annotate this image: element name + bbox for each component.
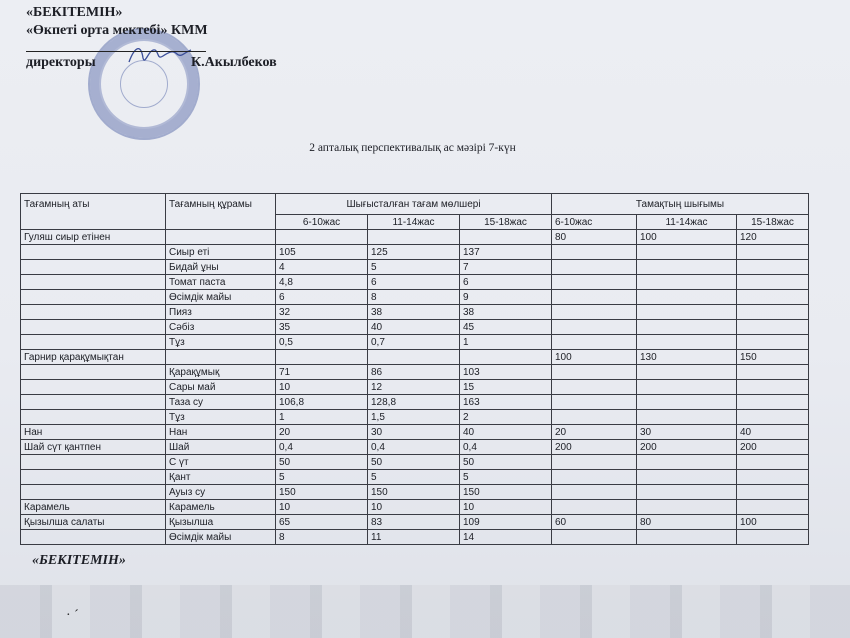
yield-value bbox=[637, 500, 737, 515]
document-title bbox=[0, 142, 850, 154]
yield-value bbox=[637, 365, 737, 380]
dish-name: Қызылша салаты bbox=[21, 515, 166, 530]
yield-value bbox=[637, 455, 737, 470]
grams-value: 83 bbox=[368, 515, 460, 530]
yield-value bbox=[637, 485, 737, 500]
header-age: 11-14жас bbox=[637, 215, 737, 230]
ingredient-name: Нан bbox=[166, 425, 276, 440]
yield-value: 30 bbox=[637, 425, 737, 440]
header-composition: Тағамның құрамы bbox=[166, 194, 276, 230]
dish-name bbox=[21, 530, 166, 545]
grams-value bbox=[368, 230, 460, 245]
grams-value: 4 bbox=[276, 260, 368, 275]
grams-value: 65 bbox=[276, 515, 368, 530]
yield-value bbox=[737, 320, 809, 335]
table-row bbox=[21, 335, 809, 350]
table-row bbox=[21, 350, 809, 365]
grams-value: 8 bbox=[368, 290, 460, 305]
grams-value: 8 bbox=[276, 530, 368, 545]
dish-name bbox=[21, 275, 166, 290]
yield-value: 150 bbox=[737, 350, 809, 365]
yield-value: 130 bbox=[637, 350, 737, 365]
grams-value: 14 bbox=[460, 530, 552, 545]
table-row bbox=[21, 515, 809, 530]
yield-value bbox=[637, 275, 737, 290]
ingredient-name: Сары май bbox=[166, 380, 276, 395]
yield-value bbox=[637, 260, 737, 275]
yield-value bbox=[552, 530, 637, 545]
grams-value bbox=[460, 230, 552, 245]
header-yield-group: Тамақтың шығымы bbox=[552, 194, 809, 215]
yield-value bbox=[552, 245, 637, 260]
grams-value: 6 bbox=[460, 275, 552, 290]
yield-value: 200 bbox=[737, 440, 809, 455]
table-row bbox=[21, 260, 809, 275]
footer-approval-title: «БЕКІТЕМІН» bbox=[32, 553, 126, 568]
dish-name: Гуляш сиыр етінен bbox=[21, 230, 166, 245]
yield-value bbox=[737, 530, 809, 545]
ingredient-name: Сиыр еті bbox=[166, 245, 276, 260]
approval-block bbox=[26, 4, 277, 72]
grams-value: 9 bbox=[460, 290, 552, 305]
grams-value: 128,8 bbox=[368, 395, 460, 410]
yield-value bbox=[637, 290, 737, 305]
ingredient-name: Қызылша bbox=[166, 515, 276, 530]
grams-value: 45 bbox=[460, 320, 552, 335]
yield-value bbox=[552, 485, 637, 500]
grams-value: 1 bbox=[460, 335, 552, 350]
pen-marks: · ˊ bbox=[66, 608, 79, 623]
grams-value: 30 bbox=[368, 425, 460, 440]
yield-value bbox=[552, 365, 637, 380]
ingredient-name: Қант bbox=[166, 470, 276, 485]
ingredient-name: Томат паста bbox=[166, 275, 276, 290]
yield-value bbox=[552, 395, 637, 410]
dish-name bbox=[21, 455, 166, 470]
yield-value bbox=[737, 245, 809, 260]
yield-value bbox=[737, 365, 809, 380]
yield-value bbox=[552, 275, 637, 290]
dish-name: Нан bbox=[21, 425, 166, 440]
grams-value: 5 bbox=[460, 470, 552, 485]
table-row bbox=[21, 425, 809, 440]
yield-value bbox=[737, 500, 809, 515]
grams-value: 20 bbox=[276, 425, 368, 440]
grams-value: 50 bbox=[460, 455, 552, 470]
ingredient-name: С үт bbox=[166, 455, 276, 470]
header-dish: Тағамның аты bbox=[21, 194, 166, 230]
grams-value: 1 bbox=[276, 410, 368, 425]
table-row bbox=[21, 305, 809, 320]
director-label: директоры bbox=[26, 55, 96, 70]
grams-value: 5 bbox=[368, 260, 460, 275]
grams-value: 125 bbox=[368, 245, 460, 260]
dish-name: Шай сүт қантпен bbox=[21, 440, 166, 455]
dish-name bbox=[21, 470, 166, 485]
grams-value: 15 bbox=[460, 380, 552, 395]
menu-title: 2 апталық перспективалық ас мәзірі 7-күн bbox=[309, 142, 516, 154]
grams-value: 103 bbox=[460, 365, 552, 380]
yield-value bbox=[637, 335, 737, 350]
yield-value bbox=[737, 335, 809, 350]
grams-value: 105 bbox=[276, 245, 368, 260]
yield-value: 80 bbox=[637, 515, 737, 530]
yield-value bbox=[737, 380, 809, 395]
dish-name bbox=[21, 335, 166, 350]
yield-value bbox=[552, 305, 637, 320]
yield-value bbox=[552, 410, 637, 425]
table-row bbox=[21, 380, 809, 395]
yield-value bbox=[552, 320, 637, 335]
ingredient-name: Таза су bbox=[166, 395, 276, 410]
dish-name bbox=[21, 290, 166, 305]
dish-name bbox=[21, 245, 166, 260]
grams-value: 7 bbox=[460, 260, 552, 275]
yield-value bbox=[737, 455, 809, 470]
ingredient-name: Тұз bbox=[166, 335, 276, 350]
grams-value: 150 bbox=[368, 485, 460, 500]
table-row bbox=[21, 365, 809, 380]
dish-name: Карамель bbox=[21, 500, 166, 515]
ingredient-name: Тұз bbox=[166, 410, 276, 425]
yield-value bbox=[552, 455, 637, 470]
yield-value bbox=[737, 275, 809, 290]
grams-value: 109 bbox=[460, 515, 552, 530]
ingredient-name bbox=[166, 350, 276, 365]
yield-value bbox=[552, 380, 637, 395]
dish-name bbox=[21, 395, 166, 410]
grams-value: 0,4 bbox=[276, 440, 368, 455]
header-age: 15-18жас bbox=[460, 215, 552, 230]
dish-name bbox=[21, 260, 166, 275]
approval-title: «БЕКІТЕМІН» bbox=[26, 5, 123, 20]
yield-value bbox=[637, 320, 737, 335]
header-age: 6-10жас bbox=[276, 215, 368, 230]
table-row bbox=[21, 530, 809, 545]
grams-value: 50 bbox=[276, 455, 368, 470]
yield-value bbox=[737, 395, 809, 410]
grams-value bbox=[460, 350, 552, 365]
menu-table bbox=[20, 193, 809, 545]
dish-name bbox=[21, 380, 166, 395]
ingredient-name: Бидай ұны bbox=[166, 260, 276, 275]
dish-name bbox=[21, 410, 166, 425]
grams-value: 12 bbox=[368, 380, 460, 395]
yield-value bbox=[637, 245, 737, 260]
grams-value: 10 bbox=[276, 380, 368, 395]
grams-value: 50 bbox=[368, 455, 460, 470]
ingredient-name: Өсімдік майы bbox=[166, 530, 276, 545]
grams-value: 38 bbox=[368, 305, 460, 320]
ingredient-name bbox=[166, 230, 276, 245]
header-age: 11-14жас bbox=[368, 215, 460, 230]
grams-value: 2 bbox=[460, 410, 552, 425]
grams-value: 40 bbox=[368, 320, 460, 335]
grams-value: 35 bbox=[276, 320, 368, 335]
director-name: К.Акылбеков bbox=[191, 55, 277, 70]
grams-value: 106,8 bbox=[276, 395, 368, 410]
ingredient-name: Карамель bbox=[166, 500, 276, 515]
table-row bbox=[21, 470, 809, 485]
yield-value: 100 bbox=[737, 515, 809, 530]
grams-value: 137 bbox=[460, 245, 552, 260]
ingredient-name: Пияз bbox=[166, 305, 276, 320]
yield-value: 80 bbox=[552, 230, 637, 245]
grams-value bbox=[276, 230, 368, 245]
school-name: «Өкпеті орта мектебі» КММ bbox=[26, 23, 208, 38]
grams-value: 150 bbox=[460, 485, 552, 500]
table-row bbox=[21, 500, 809, 515]
yield-value bbox=[637, 530, 737, 545]
grams-value: 11 bbox=[368, 530, 460, 545]
grams-value: 0,4 bbox=[460, 440, 552, 455]
header-grams-group: Шығысталған тағам мөлшері bbox=[276, 194, 552, 215]
yield-value bbox=[552, 500, 637, 515]
yield-value bbox=[637, 380, 737, 395]
dish-name bbox=[21, 485, 166, 500]
yield-value bbox=[737, 410, 809, 425]
yield-value bbox=[737, 485, 809, 500]
yield-value bbox=[737, 260, 809, 275]
dish-name bbox=[21, 365, 166, 380]
grams-value: 6 bbox=[276, 290, 368, 305]
yield-value bbox=[737, 290, 809, 305]
yield-value bbox=[637, 470, 737, 485]
table-row bbox=[21, 320, 809, 335]
table-row bbox=[21, 275, 809, 290]
grams-value: 40 bbox=[460, 425, 552, 440]
yield-value: 100 bbox=[637, 230, 737, 245]
yield-value: 200 bbox=[637, 440, 737, 455]
yield-value bbox=[737, 305, 809, 320]
yield-value bbox=[737, 470, 809, 485]
table-row bbox=[21, 395, 809, 410]
grams-value: 6 bbox=[368, 275, 460, 290]
table-row bbox=[21, 485, 809, 500]
grams-value: 150 bbox=[276, 485, 368, 500]
grams-value: 0,5 bbox=[276, 335, 368, 350]
grams-value: 5 bbox=[276, 470, 368, 485]
shadow-band bbox=[0, 585, 850, 638]
grams-value: 1,5 bbox=[368, 410, 460, 425]
yield-value: 100 bbox=[552, 350, 637, 365]
grams-value: 10 bbox=[368, 500, 460, 515]
grams-value bbox=[368, 350, 460, 365]
yield-value bbox=[552, 470, 637, 485]
dish-name bbox=[21, 320, 166, 335]
grams-value: 0,4 bbox=[368, 440, 460, 455]
table-row bbox=[21, 410, 809, 425]
dish-name: Гарнир қарақұмықтан bbox=[21, 350, 166, 365]
table-row bbox=[21, 245, 809, 260]
ingredient-name: Сәбіз bbox=[166, 320, 276, 335]
table-row bbox=[21, 230, 809, 245]
dish-name bbox=[21, 305, 166, 320]
grams-value: 0,7 bbox=[368, 335, 460, 350]
grams-value: 32 bbox=[276, 305, 368, 320]
grams-value: 71 bbox=[276, 365, 368, 380]
header-age: 6-10жас bbox=[552, 215, 637, 230]
yield-value bbox=[637, 410, 737, 425]
table-row bbox=[21, 455, 809, 470]
grams-value: 38 bbox=[460, 305, 552, 320]
ingredient-name: Шай bbox=[166, 440, 276, 455]
grams-value: 163 bbox=[460, 395, 552, 410]
yield-value bbox=[637, 395, 737, 410]
yield-value bbox=[552, 260, 637, 275]
yield-value: 200 bbox=[552, 440, 637, 455]
header-age: 15-18жас bbox=[737, 215, 809, 230]
table-row bbox=[21, 290, 809, 305]
yield-value: 40 bbox=[737, 425, 809, 440]
yield-value: 60 bbox=[552, 515, 637, 530]
yield-value bbox=[552, 290, 637, 305]
grams-value: 10 bbox=[460, 500, 552, 515]
table-row bbox=[21, 440, 809, 455]
grams-value: 10 bbox=[276, 500, 368, 515]
grams-value: 5 bbox=[368, 470, 460, 485]
yield-value: 20 bbox=[552, 425, 637, 440]
yield-value bbox=[637, 305, 737, 320]
yield-value bbox=[552, 335, 637, 350]
grams-value: 4,8 bbox=[276, 275, 368, 290]
ingredient-name: Қарақұмық bbox=[166, 365, 276, 380]
grams-value: 86 bbox=[368, 365, 460, 380]
ingredient-name: Ауыз су bbox=[166, 485, 276, 500]
grams-value bbox=[276, 350, 368, 365]
yield-value: 120 bbox=[737, 230, 809, 245]
ingredient-name: Өсімдік майы bbox=[166, 290, 276, 305]
